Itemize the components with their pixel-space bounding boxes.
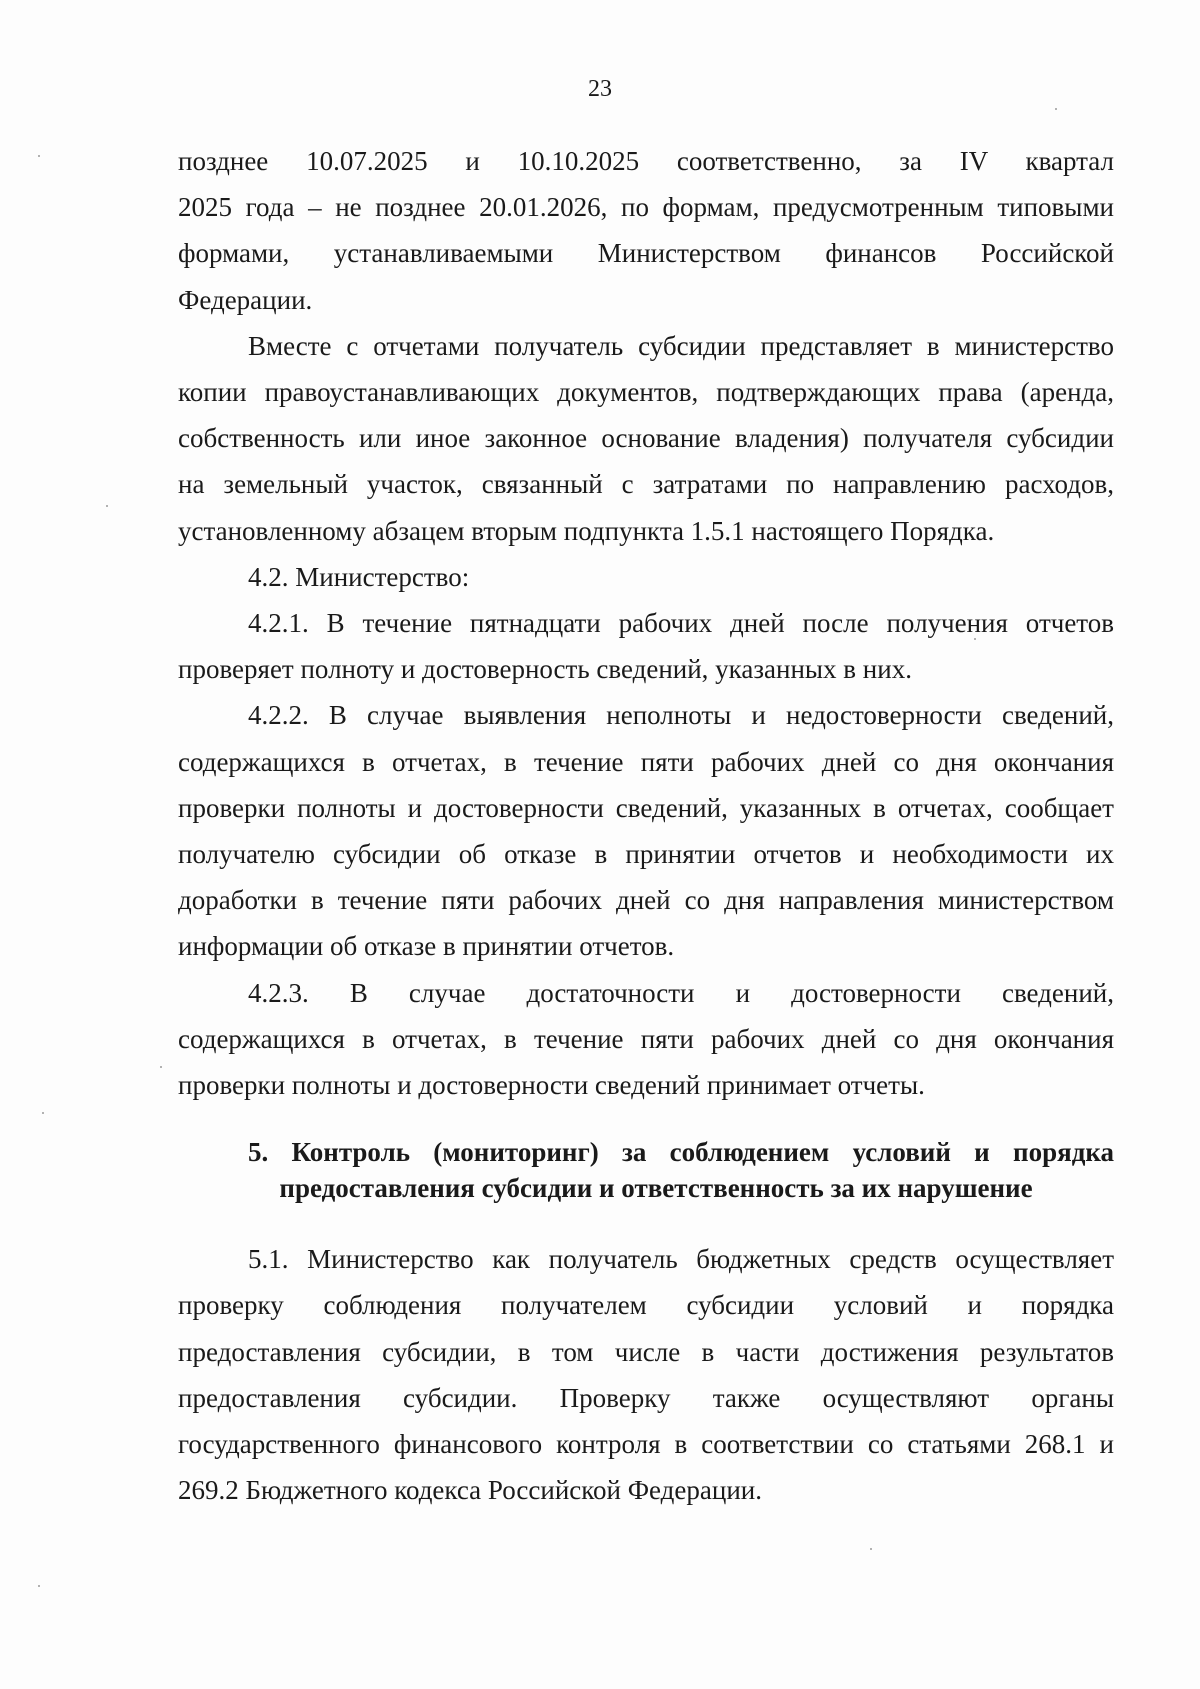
paragraph-4-2-3 <box>178 970 1114 1109</box>
paragraph-land-documents <box>178 323 1114 554</box>
scan-speck <box>38 155 40 157</box>
text-line: Федерации. <box>178 284 313 315</box>
text-line: проверки полноты и достоверности сведений, указанных в отчетах, сообщает <box>178 792 1114 823</box>
text-line: проверку соблюдения получателем субсидии условий и порядка <box>178 1290 1114 1321</box>
section-heading-line: 5. Контроль (мониторинг) за соблюдением условий и порядка <box>248 1137 1114 1168</box>
text-line: 4.2.2. В случае выявления неполноты и недостоверности сведений, <box>248 700 1114 731</box>
text-line: 269.2 Бюджетного кодекса Российской Федерации. <box>178 1475 762 1506</box>
text-line: государственного финансового контроля в соответствии со статьями 268.1 и <box>178 1429 1114 1460</box>
paragraph-4-2 <box>178 554 1114 600</box>
text-line: получателю субсидии об отказе в принятии отчетов и необходимости их <box>178 839 1114 870</box>
text-line: на земельный участок, связанный с затратами по направлению расходов, <box>178 469 1114 500</box>
text-line: предоставления субсидии, в том числе в части достижения результатов <box>178 1336 1114 1367</box>
scan-speck <box>974 638 976 640</box>
paragraph-4-2-2 <box>178 692 1114 969</box>
text-line: содержащихся в отчетах, в течение пяти рабочих дней со дня окончания <box>178 746 1114 777</box>
document-body <box>178 138 1114 1513</box>
scan-speck <box>870 1548 872 1550</box>
text-line: собственность или иное законное основание владения) получателя субсидии <box>178 423 1114 454</box>
paragraph-reporting-deadlines <box>178 138 1114 323</box>
text-line: 5.1. Министерство как получатель бюджетных средств осуществляет <box>248 1244 1114 1275</box>
scan-speck <box>106 505 108 507</box>
text-line: проверяет полноту и достоверность сведений, указанных в них. <box>178 654 912 685</box>
section-heading-line: предоставления субсидии и ответственность за их нарушение <box>279 1173 1033 1204</box>
text-line: содержащихся в отчетах, в течение пяти рабочих дней со дня окончания <box>178 1023 1114 1054</box>
scan-speck <box>42 1112 44 1114</box>
page-number: 23 <box>588 76 612 102</box>
paragraph-5-1 <box>178 1236 1114 1513</box>
text-line: установленному абзацем вторым подпункта 1.5.1 настоящего Порядка. <box>178 515 995 546</box>
scan-speck <box>1055 108 1057 110</box>
text-line: позднее 10.07.2025 и 10.10.2025 соответственно, за IV квартал <box>178 146 1114 176</box>
scan-speck <box>160 1066 162 1068</box>
text-line: 4.2. Министерство: <box>248 561 470 592</box>
paragraph-4-2-1 <box>178 600 1114 692</box>
text-line: проверки полноты и достоверности сведений принимает отчеты. <box>178 1070 925 1101</box>
text-line: информации об отказе в принятии отчетов. <box>178 931 675 962</box>
section-heading <box>178 1134 1114 1206</box>
text-line: формами, устанавливаемыми Министерством финансов Российской <box>178 238 1114 269</box>
text-line: копии правоустанавливающих документов, подтверждающих права (аренда, <box>178 377 1114 408</box>
text-line: 2025 года – не позднее 20.01.2026, по формам, предусмотренным типовыми <box>178 192 1114 223</box>
text-line: предоставления субсидии. Проверку также осуществляют органы <box>178 1382 1114 1413</box>
scan-speck <box>38 1585 40 1587</box>
text-line: доработки в течение пяти рабочих дней со дня направления министерством <box>178 885 1114 916</box>
text-line: Вместе с отчетами получатель субсидии представляет в министерство <box>248 330 1114 361</box>
text-line: 4.2.3. В случае достаточности и достоверности сведений, <box>248 977 1114 1008</box>
text-line: 4.2.1. В течение пятнадцати рабочих дней после получения отчетов <box>248 608 1114 639</box>
